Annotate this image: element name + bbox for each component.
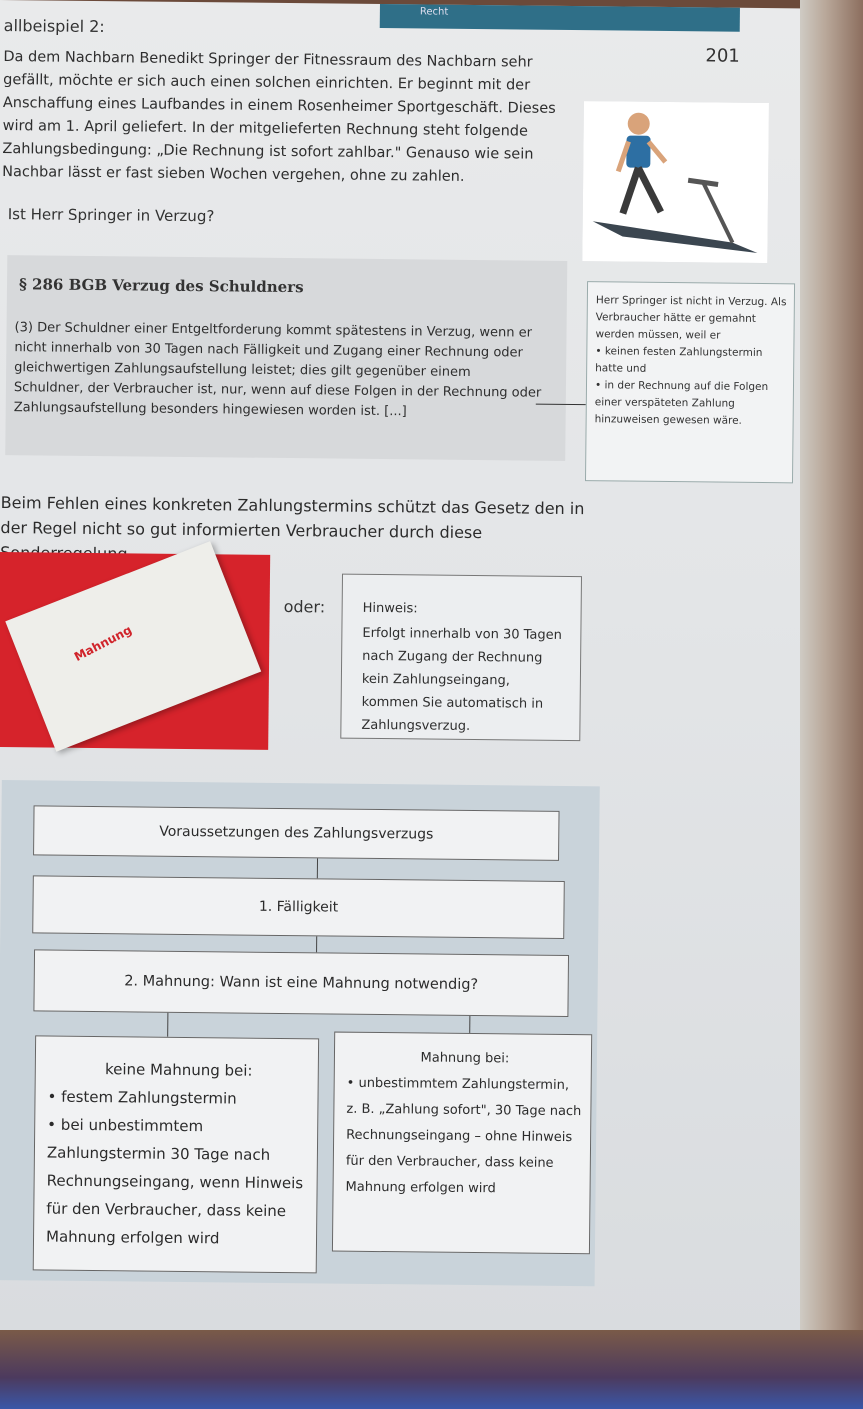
reminder-required-box: [332, 1032, 592, 1255]
step-1-box: [32, 875, 565, 939]
no-reminder-box: [33, 1035, 319, 1273]
hint-title: Hinweis:: [362, 600, 418, 617]
note-item: • keinen festen Zahlungstermin hatte und: [595, 343, 787, 379]
treadmill-runner-illustration: [582, 101, 769, 263]
step-2-box: [33, 949, 569, 1017]
no-reminder-heading: keine Mahnung bei:: [104, 1060, 253, 1080]
reminder-required-item: • unbestimmtem Zahlungstermin, z. B. „Zahlung sofort", 30 Tage nach Rechnungseingang – ohne Hinweis für den Verbraucher, dass keine Mahnung erfolgen wird: [345, 1071, 582, 1203]
summary-paragraph: Beim Fehlen eines konkreten Zahlungstermins schützt das Gesetz den in der Regel nicht so gut informierten Verbraucher durch diese: [0, 493, 585, 543]
hint-box: [340, 574, 582, 742]
step-1-label: 1. Fälligkeit: [258, 898, 339, 916]
hint-text: Erfolgt innerhalb von 30 Tagen nach Zugang der Rechnung kein Zahlungseingang, kommen Sie automatisch in Zahlungsverzug.: [361, 625, 562, 734]
law-title: § 286 BGB Verzug des Schuldners: [18, 275, 304, 297]
connector-line: [469, 1016, 470, 1034]
case-label: allbeispiel 2:: [3, 16, 105, 37]
envelope-label: Mahnung: [71, 622, 135, 665]
note-intro: Herr Springer ist nicht in Verzug. Als Verbraucher hätte er gemahnt werden müssen, weil er: [595, 294, 787, 342]
connector-line: [317, 858, 318, 878]
note-item: • in der Rechnung auf die Folgen einer verspäteten Zahlung hinzuweisen gewesen wäre.: [595, 377, 788, 430]
law-text: (3) Der Schuldner einer Entgeltforderung kommt spätestens in Verzug, wenn er nicht innerhalb von 30 Tagen nach Fälligkeit und Zugang einer Rechnung oder gleichwertigen Zahlungsaufstellung leistet; dies gilt gegenüber einem Schuldner, der Verbraucher ist, nur, wenn auf diese Folgen in der Rechnung oder Zahlungsaufstellung besonders hingewiesen worden ist. [...]: [13, 320, 542, 420]
connector-line: [316, 936, 317, 952]
step-2-label: 2. Mahnung: Wann ist eine Mahnung notwendig?: [124, 973, 479, 994]
header-band: [380, 4, 740, 32]
or-label: oder:: [283, 597, 326, 617]
page-number: 201: [705, 45, 740, 67]
solution-note-box: [585, 281, 795, 483]
background-surface: [0, 1330, 863, 1409]
no-reminder-item: • bei unbestimmtem Zahlungstermin 30 Tage nach Rechnungseingang, wenn Hinweis für den Verbraucher, dass keine Mahnung erfolgen wird: [46, 1111, 309, 1254]
case-question: Ist Herr Springer in Verzug?: [7, 205, 215, 226]
header-band-text: Recht: [419, 6, 449, 18]
book-page-edges: [800, 0, 863, 1340]
reminder-required-heading: Mahnung bei:: [420, 1050, 510, 1067]
diagram-title-box: [33, 805, 559, 861]
diagram-title: Voraussetzungen des Zahlungsverzugs: [159, 823, 434, 843]
case-intro-text: Da dem Nachbarn Benedikt Springer der Fitnessraum des Nachbarn sehr gefällt, möchte er sich auch einen solchen einrichten. Er beginnt mit der Anschaffung eines Laufbandes in einem Rosenheimer Sportgeschäft. Dieses wird am 1. April geliefert. In der mitgelieferten Rechnung steht folgende Zahlungsbedingung: „Die Rechnung ist sofort zahlbar." Genauso wie sein Nachbar lässt er fast sieben Wochen vergehen, ohne zu zahlen.: [2, 49, 556, 185]
no-reminder-item: • festem Zahlungstermin: [47, 1083, 309, 1114]
